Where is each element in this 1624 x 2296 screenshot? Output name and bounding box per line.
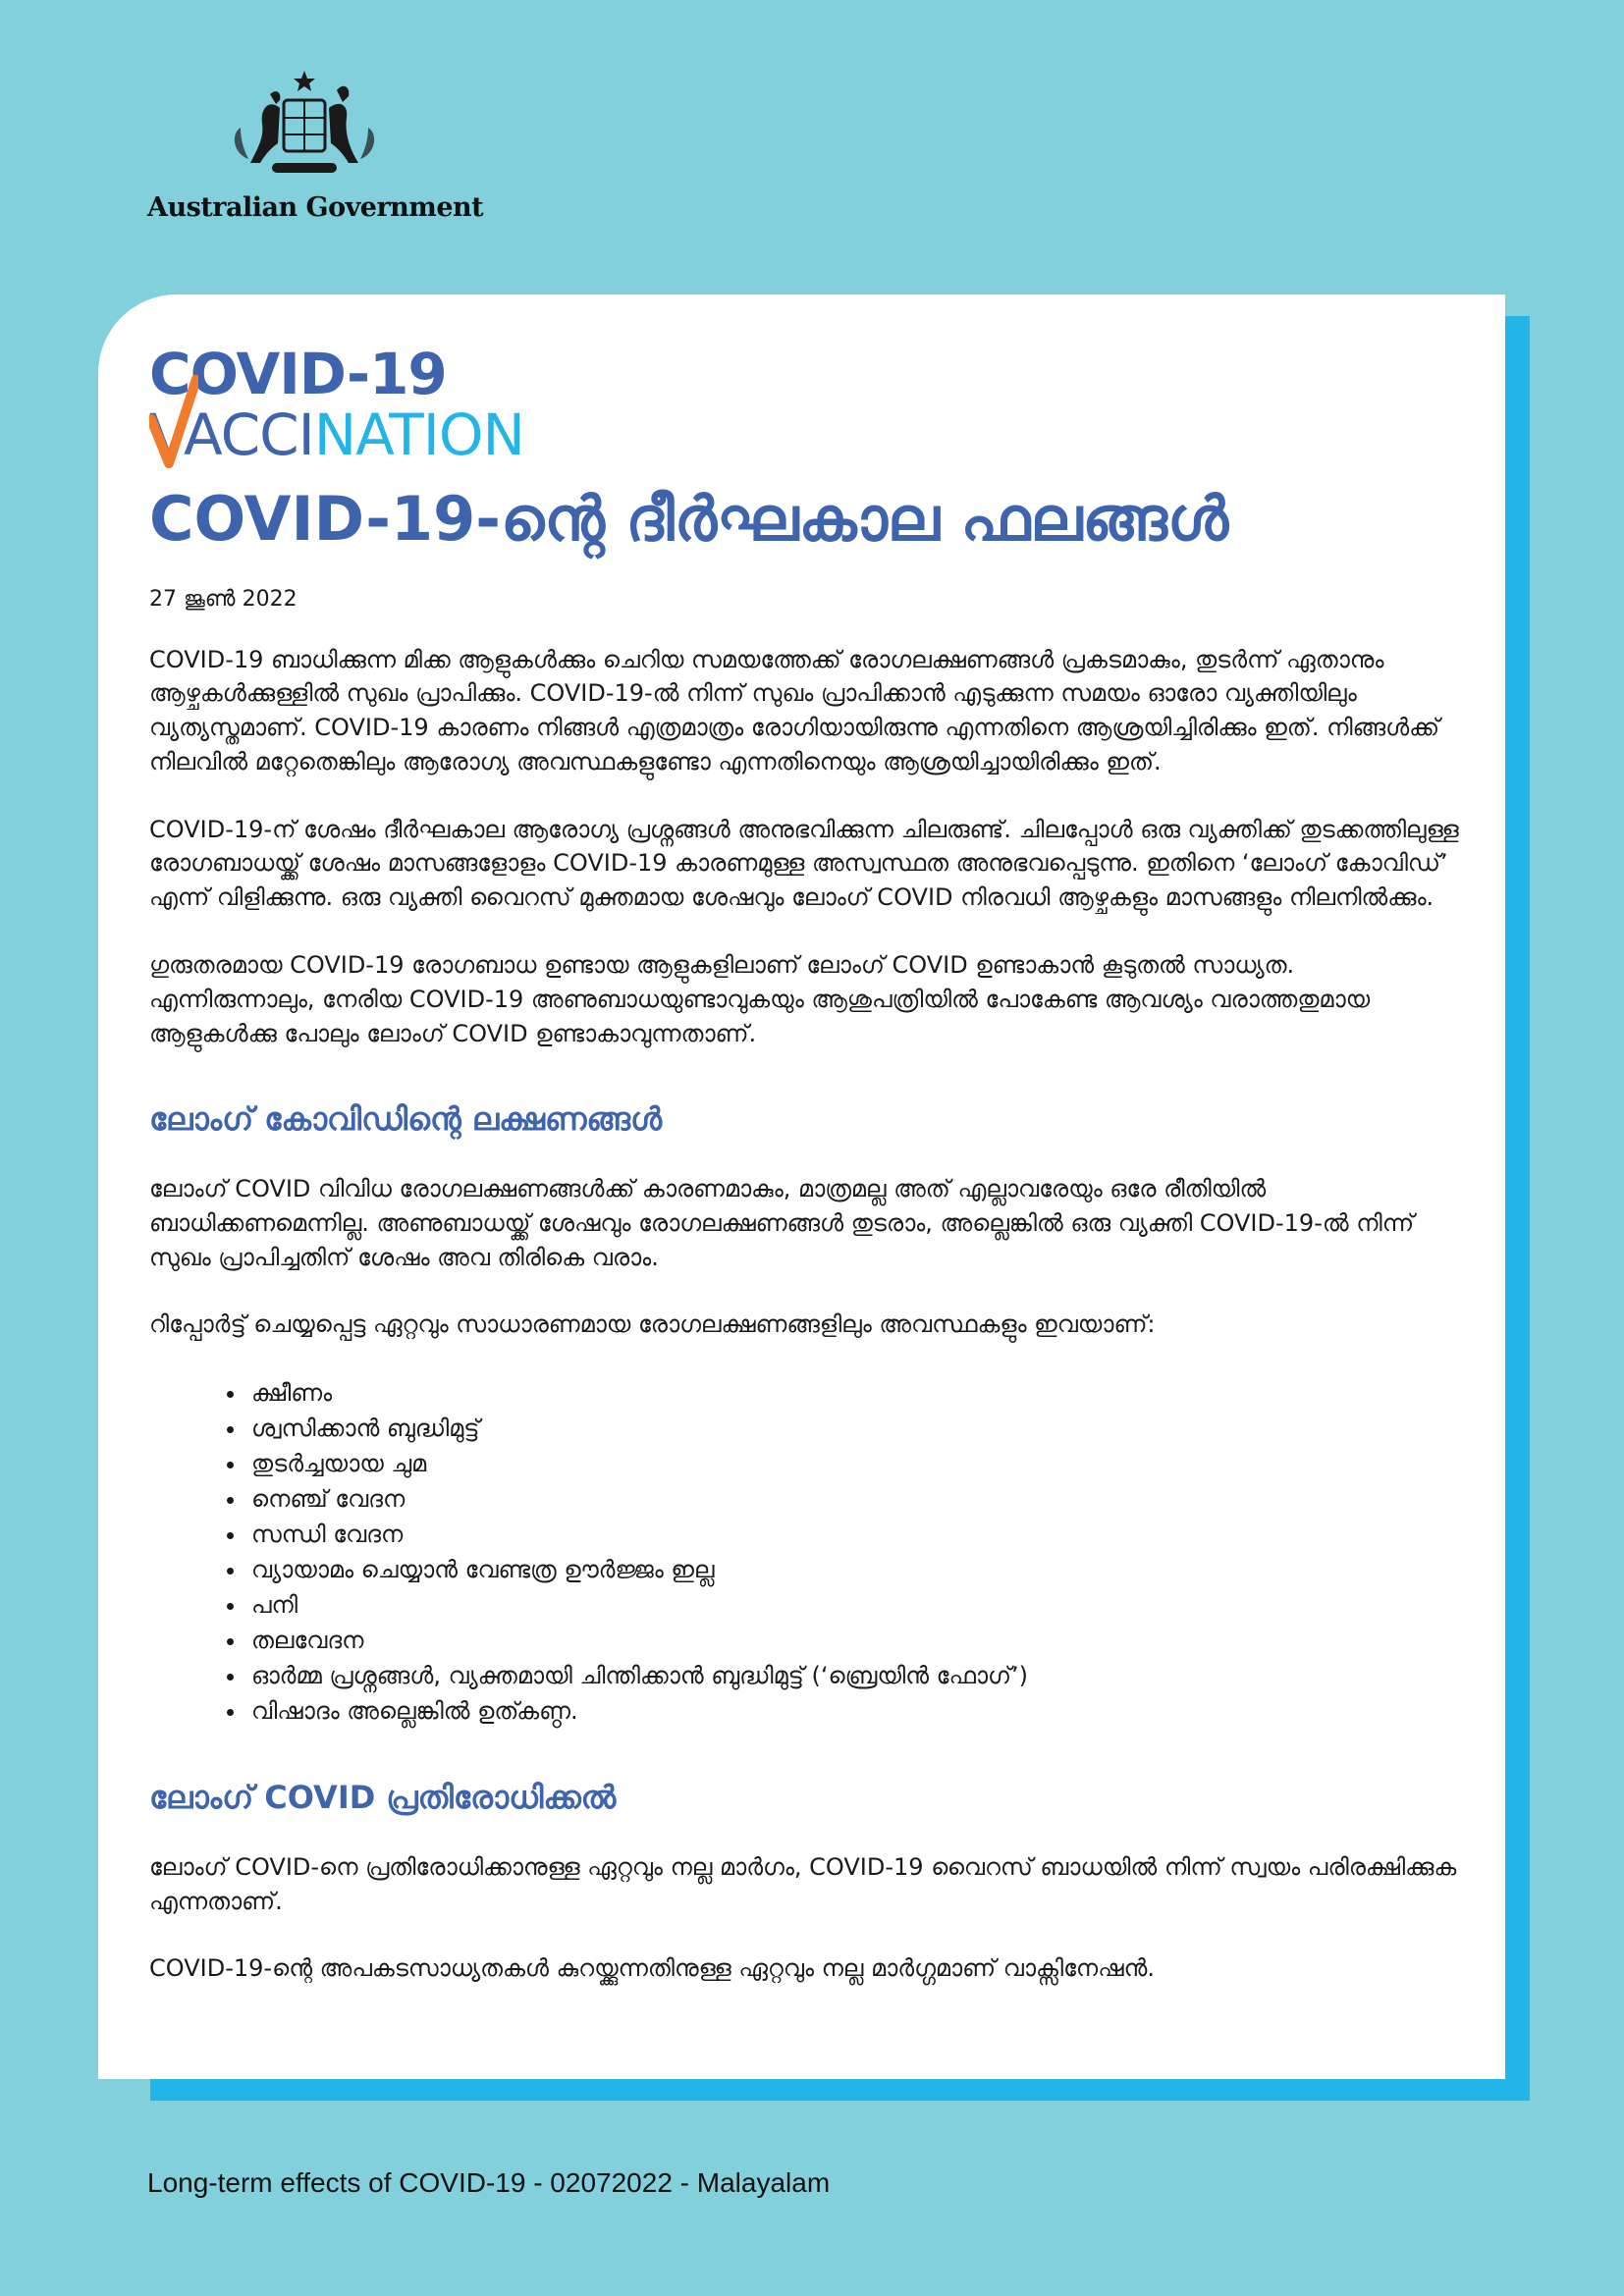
logo-covid-text: COVID-19 [149, 341, 447, 407]
symptom-item: • തുടർച്ചയായ ചുമ [247, 1446, 1465, 1481]
symptom-item: • ശ്വസിക്കാൻ ബുദ്ധിമുട്ട് [247, 1411, 1465, 1446]
publication-date: 27 ജൂൺ 2022 [149, 586, 298, 612]
symptom-item: • നെഞ്ച് വേദന [247, 1481, 1465, 1517]
page-title: COVID-19-ന്റെ ദീർഘകാല ഫലങ്ങൾ [149, 483, 1229, 555]
prevention-heading: ലോംഗ് COVID പ്രതിരോധിക്കൽ [149, 1779, 617, 1817]
symptom-item: • വ്യായാമം ചെയ്യാൻ വേണ്ടത്ര ഊർജ്ജം ഇല്ല [247, 1552, 1465, 1587]
symptoms-list [149, 1375, 1465, 1729]
logo-vacci-text: VACCI [149, 401, 314, 468]
symptom-item: • സന്ധി വേദന [247, 1517, 1465, 1552]
symptom-item: • പനി [247, 1587, 1465, 1623]
symptoms-heading: ലോംഗ് കോവിഡിന്റെ ലക്ഷണങ്ങൾ [149, 1100, 663, 1139]
symptoms-paragraph-1: ലോംഗ് COVID വിവിധ രോഗലക്ഷണങ്ങൾക്ക് കാരണമാകും, മാത്രമല്ല അത് എല്ലാവരേയും ഒരേ രീതിയിൽ ബാധിക്കണമെന്നില്ല. അണുബാധയ്ക്ക് ശേഷവും രോഗലക്ഷണങ്ങൾ തുടരാം, അല്ലെങ്കിൽ ഒരു വ്യക്തി COVID-19-ൽ നിന്ന് സുഖം പ്രാപിച്ചതിന് ശേഷം അവ തിരികെ വരാം. [149, 1175, 1415, 1271]
symptoms-paragraph-2: റിപ്പോർട്ട് ചെയ്യപ്പെട്ട ഏറ്റവും സാധാരണമായ രോഗലക്ഷണങ്ങളിലും അവസ്ഥകളും ഇവയാണ്: [149, 1310, 1156, 1339]
symptom-item: • ഓർമ്മ പ്രശ്നങ്ങൾ, വ്യക്തമായി ചിന്തിക്കാൻ ബുദ്ധിമുട്ട് (‘ബ്രെയിൻ ഫോഗ്’) [247, 1658, 1465, 1693]
intro-paragraph-2: COVID-19-ന് ശേഷം ദീർഘകാല ആരോഗ്യ പ്രശ്നങ്ങൾ അനുഭവിക്കുന്ന ചിലരുണ്ട്. ചിലപ്പോൾ ഒരു വ്യക്തിക്ക് തുടക്കത്തിലുള്ള രോഗബാധയ്ക്ക് ശേഷം മാസങ്ങളോളം COVID-19 കാരണമുള്ള അസ്വസ്ഥത അനുഭവപ്പെടുന്നു. ഇതിനെ ‘ലോംഗ് കോവിഡ്’ എന്ന് വിളിക്കുന്നു. ഒരു വ്യക്തി വൈറസ് മുക്തമായ ശേഷവും ലോംഗ് COVID നിരവധി ആഴ്ചകളും മാസങ്ങളും നിലനിൽക്കും. [149, 815, 1459, 912]
symptom-item: • ക്ഷീണം [247, 1375, 1465, 1411]
content-card [98, 294, 1505, 2079]
logo-nation-text: NATION [313, 401, 524, 468]
government-logo [147, 69, 484, 223]
symptom-item: • തലവേദന [247, 1623, 1465, 1658]
covid-vaccination-logo [149, 341, 611, 473]
symptom-item: • വിഷാദം അല്ലെങ്കിൽ ഉത്കണ്ഠ. [247, 1693, 1465, 1729]
prevention-paragraph-1: ലോംഗ് COVID-നെ പ്രതിരോധിക്കാനുള്ള ഏറ്റവും നല്ല മാർഗം, COVID-19 വൈറസ് ബാധയിൽ നിന്ന് സ്വയം പരിരക്ഷിക്കുക എന്നതാണ്. [149, 1852, 1457, 1915]
government-name: Australian Government [147, 192, 484, 223]
logo-vaccination-text [149, 401, 524, 468]
document-footer: Long-term effects of COVID-19 - 02072022 - Malayalam [147, 2167, 831, 2198]
checkmark-icon [149, 375, 198, 468]
document-body [149, 481, 1465, 2019]
intro-paragraph-1: COVID-19 ബാധിക്കുന്ന മിക്ക ആളുകൾക്കും ചെറിയ സമയത്തേക്ക് രോഗലക്ഷണങ്ങൾ പ്രകടമാകും, തുടർന്ന് ഏതാനും ആഴ്ചകൾക്കുള്ളിൽ സുഖം പ്രാപിക്കും. COVID-19-ൽ നിന്ന് സുഖം പ്രാപിക്കാൻ എടുക്കുന്ന സമയം ഓരോ വ്യക്തിയിലും വ്യത്യസ്തമാണ്. COVID-19 കാരണം നിങ്ങൾ എത്രമാത്രം രോഗിയായിരുന്നു എന്നതിനെ ആശ്രയിച്ചിരിക്കും ഇത്. നിങ്ങൾക്ക് നിലവിൽ മറ്റേതെങ്കിലും ആരോഗ്യ അവസ്ഥകളുണ്ടോ എന്നതിനെയും ആശ്രയിച്ചായിരിക്കും ഇത്. [149, 645, 1440, 775]
coat-of-arms-icon [221, 69, 388, 187]
prevention-paragraph-2: COVID-19-ന്റെ അപകടസാധ്യതകൾ കുറയ്ക്കുന്നതിനുള്ള ഏറ്റവും നല്ല മാർഗ്ഗമാണ് വാക്സിനേഷൻ. [149, 1954, 1156, 1983]
intro-paragraph-3: ഗുരുതരമായ COVID-19 രോഗബാധ ഉണ്ടായ ആളുകളിലാണ് ലോംഗ് COVID ഉണ്ടാകാൻ കൂടുതൽ സാധ്യത. എന്നിരുന്നാലും, നേരിയ COVID-19 അണുബാധയുണ്ടാവുകയും ആശുപത്രിയിൽ പോകേണ്ട ആവശ്യം വരാത്തതുമായ ആളുകൾക്കു പോലും ലോംഗ് COVID ഉണ്ടാകാവുന്നതാണ്. [149, 951, 1371, 1047]
